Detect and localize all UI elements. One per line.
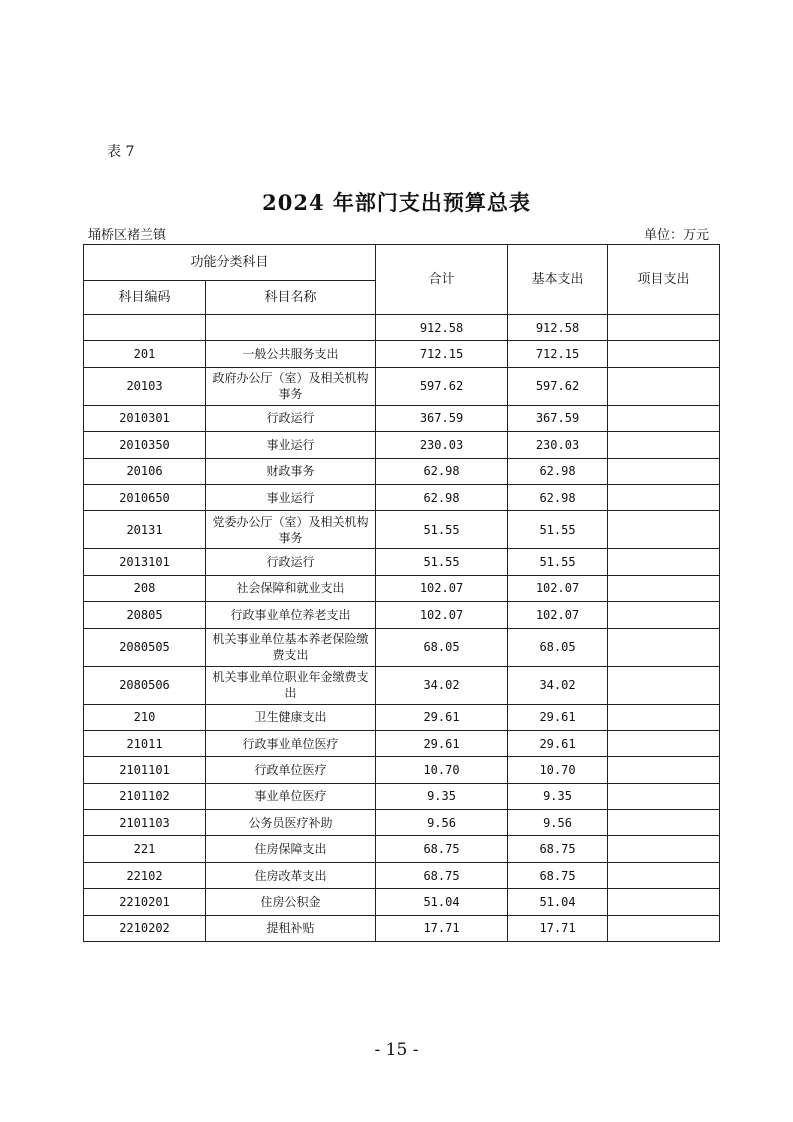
cell-project: [608, 757, 720, 783]
cell-code: 2013101: [84, 549, 206, 575]
table-row: [84, 458, 720, 484]
cell-project: [608, 367, 720, 405]
cell-total: 51.55: [376, 511, 508, 549]
cell-basic: 230.03: [508, 432, 608, 458]
cell-basic: 51.55: [508, 511, 608, 549]
cell-basic: 102.07: [508, 602, 608, 628]
cell-basic: 9.35: [508, 783, 608, 809]
cell-name: [206, 315, 376, 341]
table-row: [84, 315, 720, 341]
cell-project: [608, 315, 720, 341]
cell-code: [84, 315, 206, 341]
cell-total: 912.58: [376, 315, 508, 341]
cell-total: 51.55: [376, 549, 508, 575]
cell-name: 行政事业单位医疗: [206, 730, 376, 756]
table-row: [84, 405, 720, 431]
table-row: [84, 484, 720, 510]
cell-name: 机关事业单位基本养老保险缴费支出: [206, 628, 376, 666]
cell-total: 230.03: [376, 432, 508, 458]
cell-basic: 62.98: [508, 484, 608, 510]
cell-code: 2210202: [84, 915, 206, 941]
cell-total: 9.56: [376, 810, 508, 836]
cell-total: 712.15: [376, 341, 508, 367]
cell-code: 2010350: [84, 432, 206, 458]
cell-project: [608, 602, 720, 628]
cell-project: [608, 405, 720, 431]
table-row: [84, 628, 720, 666]
cell-code: 2210201: [84, 889, 206, 915]
cell-total: 62.98: [376, 458, 508, 484]
cell-total: 29.61: [376, 704, 508, 730]
cell-total: 597.62: [376, 367, 508, 405]
cell-code: 20805: [84, 602, 206, 628]
cell-total: 10.70: [376, 757, 508, 783]
cell-name: 一般公共服务支出: [206, 341, 376, 367]
cell-project: [608, 730, 720, 756]
budget-table: [83, 244, 720, 942]
cell-name: 事业单位医疗: [206, 783, 376, 809]
table-row: [84, 915, 720, 941]
cell-basic: 9.56: [508, 810, 608, 836]
table-row: [84, 889, 720, 915]
cell-basic: 17.71: [508, 915, 608, 941]
cell-name: 行政运行: [206, 405, 376, 431]
cell-basic: 62.98: [508, 458, 608, 484]
header-project: 项目支出: [608, 245, 720, 315]
cell-basic: 29.61: [508, 704, 608, 730]
cell-name: 政府办公厅（室）及相关机构事务: [206, 367, 376, 405]
header-name: 科目名称: [206, 281, 376, 315]
cell-code: 22102: [84, 862, 206, 888]
cell-project: [608, 862, 720, 888]
table-row: [84, 862, 720, 888]
cell-total: 68.75: [376, 862, 508, 888]
cell-project: [608, 458, 720, 484]
cell-total: 34.02: [376, 666, 508, 704]
page-title: 2024 年部门支出预算总表: [262, 190, 531, 215]
cell-project: [608, 575, 720, 601]
header-total: 合计: [376, 245, 508, 315]
cell-name: 行政单位医疗: [206, 757, 376, 783]
cell-basic: 912.58: [508, 315, 608, 341]
cell-basic: 68.05: [508, 628, 608, 666]
cell-name: 住房改革支出: [206, 862, 376, 888]
cell-basic: 68.75: [508, 836, 608, 862]
table-row: [84, 432, 720, 458]
table-body: [84, 315, 720, 942]
cell-project: [608, 341, 720, 367]
cell-project: [608, 666, 720, 704]
cell-name: 住房保障支出: [206, 836, 376, 862]
cell-basic: 68.75: [508, 862, 608, 888]
cell-code: 20131: [84, 511, 206, 549]
organization-name: 埇桥区褚兰镇: [88, 228, 167, 243]
cell-name: 事业运行: [206, 484, 376, 510]
cell-name: 财政事务: [206, 458, 376, 484]
cell-basic: 51.55: [508, 549, 608, 575]
cell-name: 事业运行: [206, 432, 376, 458]
table-row: [84, 602, 720, 628]
cell-total: 68.75: [376, 836, 508, 862]
cell-code: 2010301: [84, 405, 206, 431]
cell-code: 2101102: [84, 783, 206, 809]
cell-project: [608, 549, 720, 575]
table-row: [84, 511, 720, 549]
cell-project: [608, 432, 720, 458]
cell-total: 62.98: [376, 484, 508, 510]
cell-name: 行政运行: [206, 549, 376, 575]
header-code: 科目编码: [84, 281, 206, 315]
cell-name: 机关事业单位职业年金缴费支出: [206, 666, 376, 704]
cell-basic: 29.61: [508, 730, 608, 756]
cell-project: [608, 889, 720, 915]
cell-total: 17.71: [376, 915, 508, 941]
cell-total: 102.07: [376, 602, 508, 628]
cell-name: 党委办公厅（室）及相关机构事务: [206, 511, 376, 549]
cell-project: [608, 628, 720, 666]
cell-basic: 597.62: [508, 367, 608, 405]
cell-name: 行政事业单位养老支出: [206, 602, 376, 628]
cell-total: 9.35: [376, 783, 508, 809]
cell-project: [608, 836, 720, 862]
cell-name: 社会保障和就业支出: [206, 575, 376, 601]
table-row: [84, 367, 720, 405]
table-row: [84, 730, 720, 756]
cell-code: 208: [84, 575, 206, 601]
cell-code: 2080506: [84, 666, 206, 704]
table-row: [84, 575, 720, 601]
cell-project: [608, 915, 720, 941]
table-label: 表 7: [107, 144, 135, 160]
cell-basic: 10.70: [508, 757, 608, 783]
table-row: [84, 341, 720, 367]
table-row: [84, 836, 720, 862]
header-functional-class: 功能分类科目: [84, 245, 376, 281]
cell-basic: 367.59: [508, 405, 608, 431]
cell-project: [608, 704, 720, 730]
cell-project: [608, 511, 720, 549]
cell-total: 367.59: [376, 405, 508, 431]
cell-basic: 102.07: [508, 575, 608, 601]
cell-name: 公务员医疗补助: [206, 810, 376, 836]
cell-code: 2101101: [84, 757, 206, 783]
cell-project: [608, 484, 720, 510]
cell-code: 21011: [84, 730, 206, 756]
cell-total: 102.07: [376, 575, 508, 601]
table-row: [84, 666, 720, 704]
cell-code: 201: [84, 341, 206, 367]
cell-project: [608, 783, 720, 809]
cell-code: 2080505: [84, 628, 206, 666]
table-row: [84, 783, 720, 809]
cell-code: 20103: [84, 367, 206, 405]
cell-code: 2010650: [84, 484, 206, 510]
cell-basic: 51.04: [508, 889, 608, 915]
cell-name: 卫生健康支出: [206, 704, 376, 730]
cell-project: [608, 810, 720, 836]
cell-code: 221: [84, 836, 206, 862]
cell-code: 2101103: [84, 810, 206, 836]
cell-basic: 34.02: [508, 666, 608, 704]
cell-basic: 712.15: [508, 341, 608, 367]
cell-total: 68.05: [376, 628, 508, 666]
table-row: [84, 704, 720, 730]
cell-code: 210: [84, 704, 206, 730]
table-row: [84, 549, 720, 575]
table-row: [84, 810, 720, 836]
cell-total: 51.04: [376, 889, 508, 915]
cell-code: 20106: [84, 458, 206, 484]
page-number: - 15 -: [374, 1040, 419, 1060]
cell-name: 提租补贴: [206, 915, 376, 941]
table-row: [84, 757, 720, 783]
header-basic: 基本支出: [508, 245, 608, 315]
unit-label: 单位：万元: [643, 228, 709, 243]
cell-name: 住房公积金: [206, 889, 376, 915]
cell-total: 29.61: [376, 730, 508, 756]
